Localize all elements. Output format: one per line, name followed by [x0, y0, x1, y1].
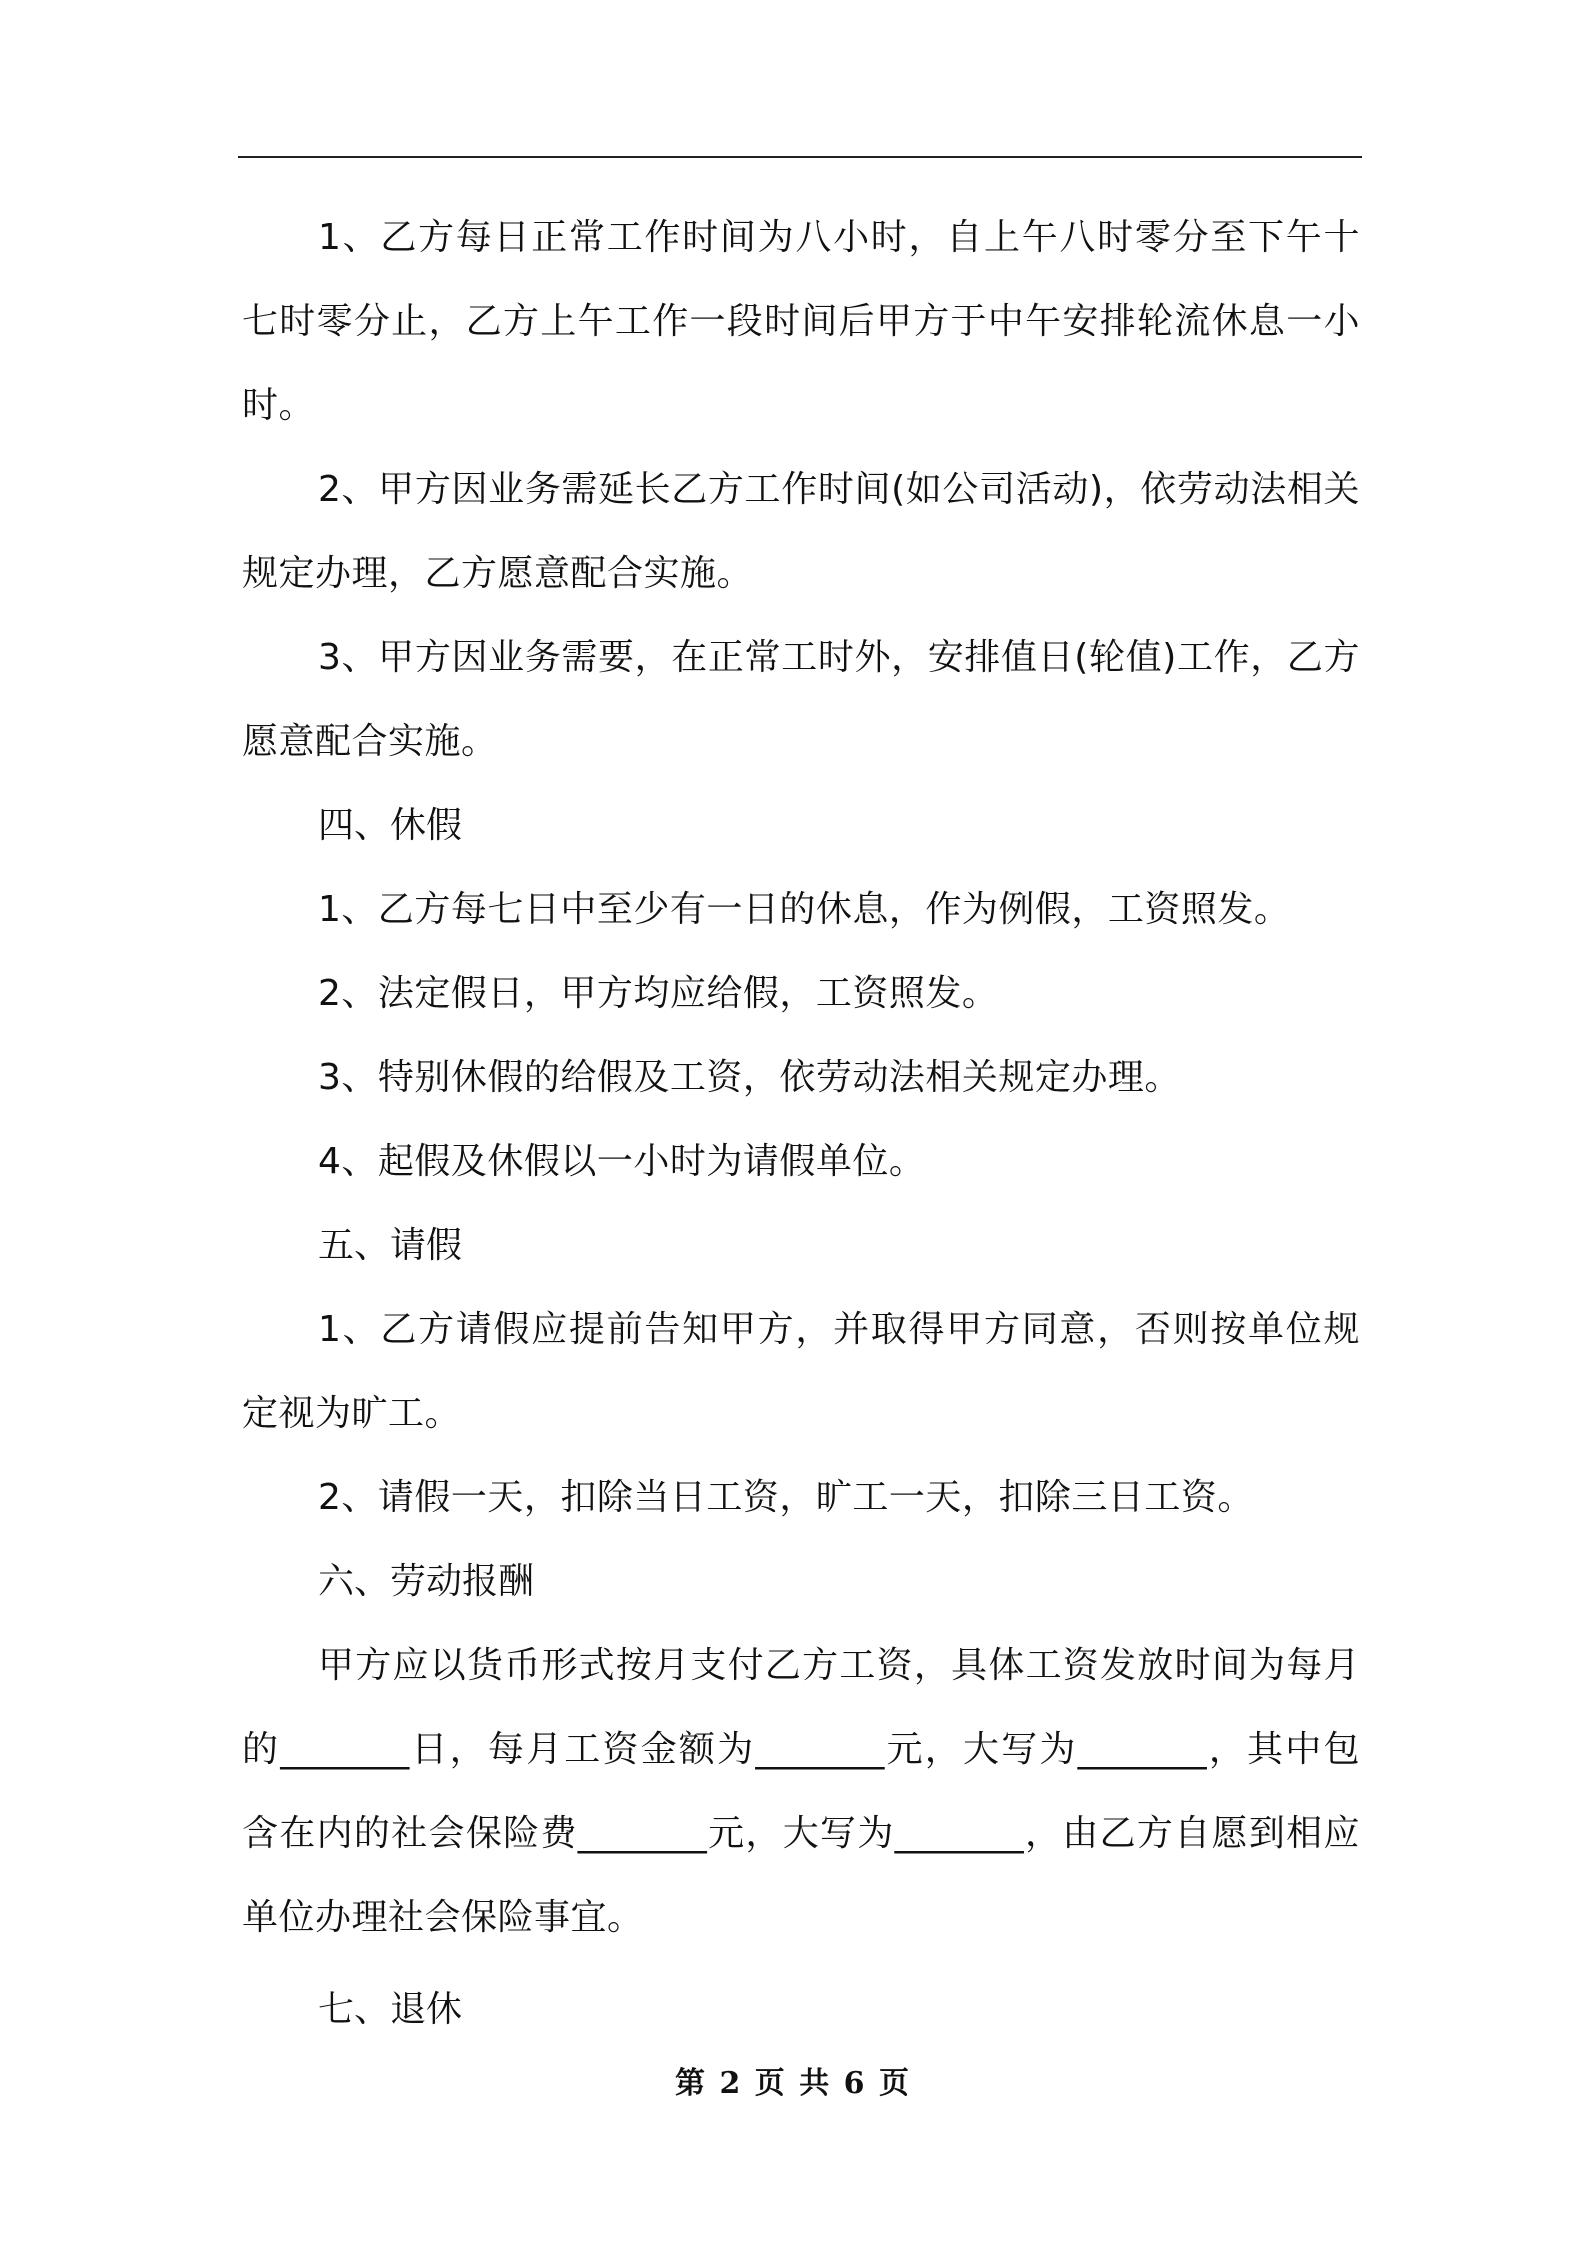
page-number-label: 第 2 页 共 6 页	[675, 2066, 911, 2101]
section-heading-retirement: 七、退休	[318, 1989, 463, 2030]
header-rule	[238, 156, 1362, 158]
page-number-footer	[0, 2058, 1586, 2102]
section-heading-request-leave: 五、请假	[318, 1225, 463, 1266]
document-body	[242, 196, 1360, 2052]
paragraph-leave-unit: 4、起假及休假以一小时为请假单位。	[318, 1141, 926, 1182]
section-heading-leave: 四、休假	[318, 805, 463, 846]
paragraph-special-leave: 3、特别休假的给假及工资，依劳动法相关规定办理。	[318, 1057, 1181, 1098]
paragraph-leave-approval: 1、乙方请假应提前告知甲方，并取得甲方同意，否则按单位规定视为旷工。	[242, 1309, 1360, 1434]
paragraph-statutory-holidays: 2、法定假日，甲方均应给假，工资照发。	[318, 973, 999, 1014]
paragraph-work-hours: 1、乙方每日正常工作时间为八小时，自上午八时零分至下午十七时零分止，乙方上午工作一段时间后甲方于中午安排轮流休息一小时。	[242, 217, 1360, 426]
section-heading-remuneration: 六、劳动报酬	[318, 1561, 535, 1602]
paragraph-duty-shift: 3、甲方因业务需要，在正常工时外，安排值日(轮值)工作，乙方愿意配合实施。	[242, 637, 1360, 762]
paragraph-leave-deduction: 2、请假一天，扣除当日工资，旷工一天，扣除三日工资。	[318, 1477, 1254, 1518]
paragraph-overtime: 2、甲方因业务需延长乙方工作时间(如公司活动)，依劳动法相关规定办理，乙方愿意配合实施。	[242, 469, 1360, 594]
paragraph-weekly-rest: 1、乙方每七日中至少有一日的休息，作为例假，工资照发。	[318, 889, 1291, 930]
paragraph-salary-payment: 甲方应以货币形式按月支付乙方工资，具体工资发放时间为每月的_______日，每月工资金额为_______元，大写为_______，其中包含在内的社会保险费_______元，大写为_______，由乙方自愿到相应单位办理社会保险事宜。	[242, 1645, 1360, 1938]
